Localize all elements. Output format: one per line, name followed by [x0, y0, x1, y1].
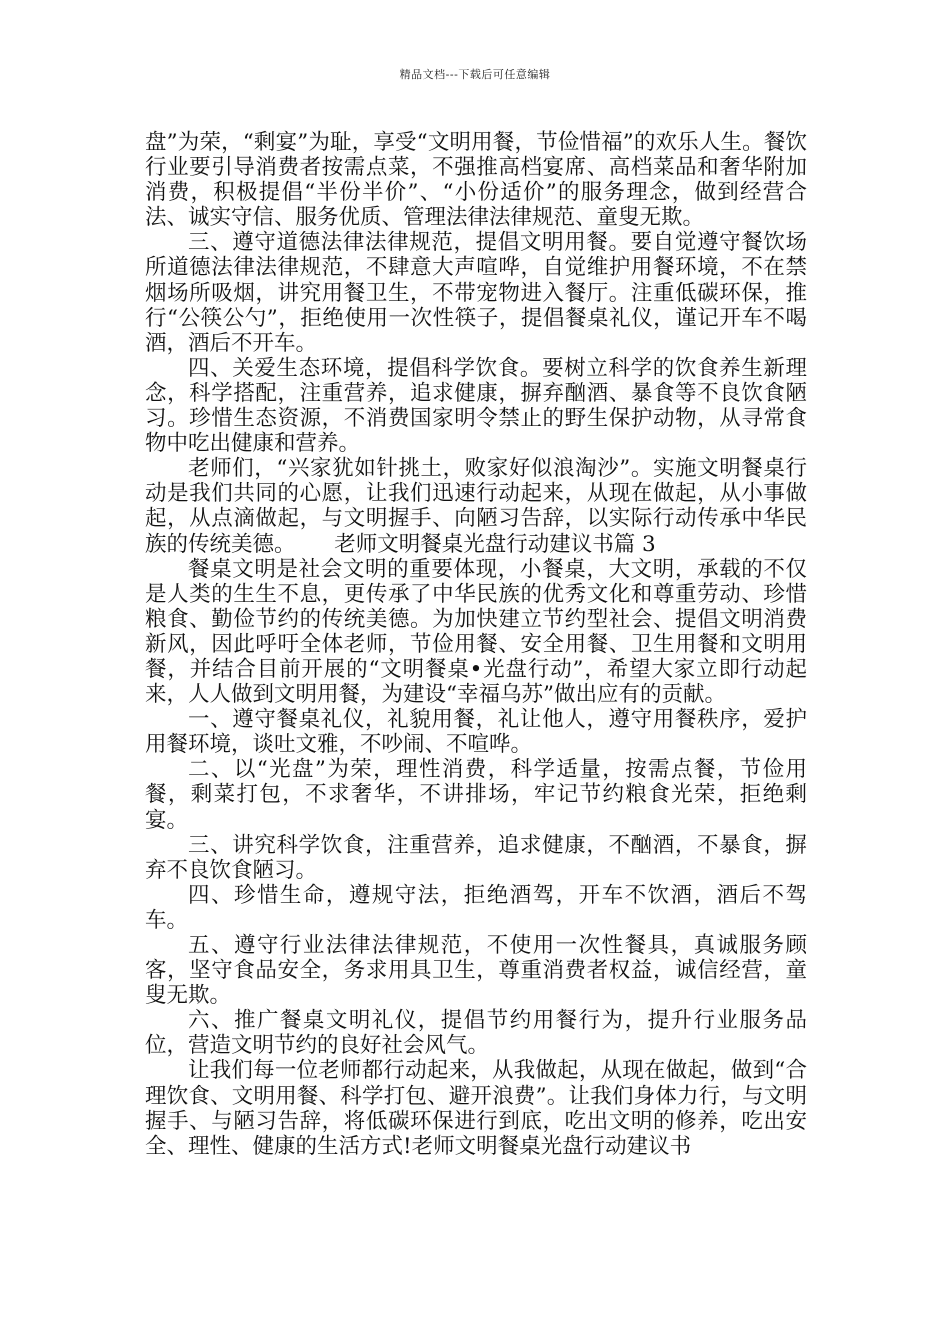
paragraph-closing: 让我们每一位老师都行动起来，从我做起，从现在做起，做到“合理饮食、文明用餐、科学打包、避开浪费”。让我们身体力行，与文明握手、与陋习告辞，将低碳环保进行到底，吃出文明的修养，吃出安全、理性、健康的生活方式!老师文明餐桌光盘行动建议书	[145, 1058, 807, 1159]
page-header: 精品文档---下载后可任意编辑	[399, 68, 551, 81]
paragraph-item-six: 六、推广餐桌文明礼仪，提倡节约用餐行为，提升行业服务品位，营造文明节约的良好社会风气。	[145, 1008, 807, 1059]
teachers-appeal-text: 老师们，“兴家犹如针挑土，败家好似浪淘沙”。实施文明餐桌行动是我们共同的心愿，让我们迅速行动起来，从现在做起，从小事做起，从点滴做起，与文明握手、向陋习告辞，以实际行动传承中华民族的传统美德。	[145, 456, 807, 557]
paragraph-section-four: 四、关爱生态环境，提倡科学饮食。要树立科学的饮食养生新理念，科学搭配，注重营养，追求健康，摒弃酗酒、暴食等不良饮食陋习。珍惜生态资源，不消费国家明令禁止的野生保护动物，从寻常食物中吃出健康和营养。	[145, 355, 807, 457]
paragraph-item-two: 二、以“光盘”为荣，理性消费，科学适量，按需点餐，节俭用餐，剩菜打包，不求奢华，不讲排场，牢记节约粮食光荣，拒绝剩宴。	[145, 757, 807, 833]
paragraph-item-three: 三、讲究科学饮食，注重营养，追求健康，不酗酒，不暴食，摒弃不良饮食陋习。	[145, 832, 807, 883]
paragraph-intro: 餐桌文明是社会文明的重要体现，小餐桌，大文明，承载的不仅是人类的生生不息，更传承了中华民族的优秀文化和尊重劳动、珍惜粮食、勤俭节约的传统美德。为加快建立节约型社会、提倡文明消费新风，因此呼吁全体老师，节俭用餐、安全用餐、卫生用餐和文明用餐，并结合目前开展的“文明餐桌•光盘行动”，希望大家立即行动起来，人人做到文明用餐，为建设“幸福乌苏”做出应有的贡献。	[145, 556, 807, 708]
paragraph-item-four: 四、珍惜生命，遵规守法，拒绝酒驾，开车不饮酒，酒后不驾车。	[145, 882, 807, 933]
paragraph-item-one: 一、遵守餐桌礼仪，礼貌用餐，礼让他人，遵守用餐秩序，爱护用餐环境，谈吐文雅，不吵闹、不喧哗。	[145, 707, 807, 758]
paragraph-item-five: 五、遵守行业法律法律规范，不使用一次性餐具，真诚服务顾客，坚守食品安全，务求用具卫生，尊重消费者权益，诚信经营，童叟无欺。	[145, 933, 807, 1009]
paragraph-section-three: 三、遵守道德法律法律规范，提倡文明用餐。要自觉遵守餐饮场所道德法律法律规范，不肆意大声喧哗，自觉维护用餐环境，不在禁烟场所吸烟，讲究用餐卫生，不带宠物进入餐厅。注重低碳环保，推行“公筷公勺”，拒绝使用一次性筷子，提倡餐桌礼仪，谨记开车不喝酒，酒后不开车。	[145, 230, 807, 356]
paragraph-teachers-appeal	[145, 456, 807, 556]
paragraph-continuation: 盘”为荣，“剩宴”为耻，享受“文明用餐，节俭惜福”的欢乐人生。餐饮行业要引导消费者按需点菜，不强推高档宴席、高档菜品和奢华附加消费，积极提倡“半份半价”、“小份适价”的服务理念，做到经营合法、诚实守信、服务优质、管理法律法律规范、童叟无欺。	[145, 130, 807, 231]
document-body	[145, 130, 807, 1159]
section-heading: 老师文明餐桌光盘行动建议书篇 3	[334, 531, 656, 557]
